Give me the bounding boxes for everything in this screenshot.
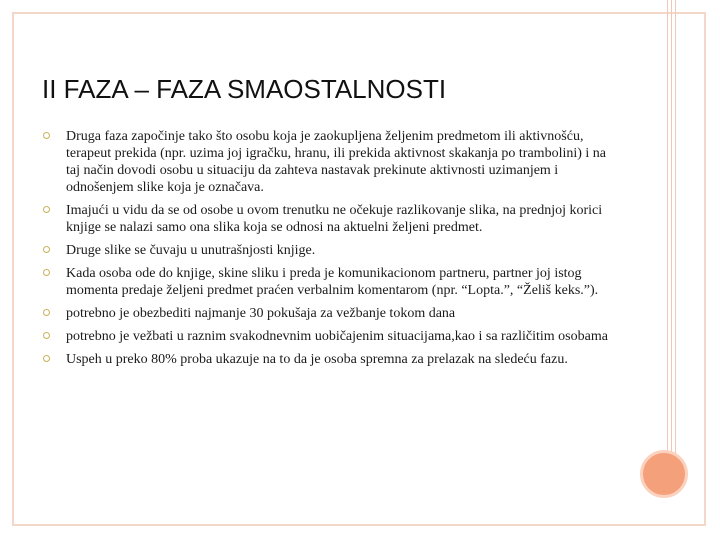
bullet-text: Druge slike se čuvaju u unutrašnjosti knjige. bbox=[66, 243, 316, 258]
bullet-item bbox=[42, 351, 622, 368]
decorative-rail-line bbox=[671, 0, 672, 470]
bullet-text: Kada osoba ode do knjige, skine sliku i preda je komunikacionom partneru, partner joj istog momenta predaje željeni predmet praćen verbalnim komentarom (npr. “Lopta.”, “Želiš keks.”). bbox=[66, 266, 599, 298]
decorative-circle bbox=[640, 450, 688, 498]
decorative-rail-line bbox=[667, 0, 668, 470]
bullet-item bbox=[42, 128, 622, 196]
bullet-circle-icon bbox=[43, 206, 50, 213]
bullet-circle-icon bbox=[43, 246, 50, 253]
bullet-item bbox=[42, 242, 622, 259]
bullet-text: potrebno je vežbati u raznim svakodnevnim uobičajenim situacijama,kao i sa različitim osobama bbox=[66, 329, 608, 344]
bullet-text: Druga faza započinje tako što osobu koja je zaokupljena željenim predmetom ili aktivnošću, terapeut prekida (npr. uzima joj igračku, hranu, ili prekida aktivnost skakanja po trambolini) i na taj način dovodi osobu u situaciju da zahteva nastavak prekinute aktivnosti uzimanjem i odnošenjem slike koja je označava. bbox=[66, 129, 607, 195]
bullet-item bbox=[42, 305, 622, 322]
bullet-circle-icon bbox=[43, 355, 50, 362]
slide-title: II FAZA – FAZA SMAOSTALNOSTI bbox=[42, 74, 447, 104]
bullet-circle-icon bbox=[43, 332, 50, 339]
bullet-text: Imajući u vidu da se od osobe u ovom trenutku ne očekuje razlikovanje slika, na prednjoj korici knjige se nalazi samo ona slika koja se odnosi na aktuelni željeni predmet. bbox=[66, 203, 603, 235]
bullet-circle-icon bbox=[43, 132, 50, 139]
bullet-item bbox=[42, 202, 622, 236]
bullet-text: potrebno je obezbediti najmanje 30 pokušaja za vežbanje tokom dana bbox=[66, 306, 456, 321]
bullet-circle-icon bbox=[43, 269, 50, 276]
bullet-circle-icon bbox=[43, 309, 50, 316]
bullet-text: Uspeh u preko 80% proba ukazuje na to da je osoba spremna za prelazak na sledeću fazu. bbox=[66, 352, 568, 367]
bullet-list bbox=[42, 128, 622, 374]
bullet-item bbox=[42, 265, 622, 299]
bullet-item bbox=[42, 328, 622, 345]
decorative-rail-line bbox=[675, 0, 676, 470]
